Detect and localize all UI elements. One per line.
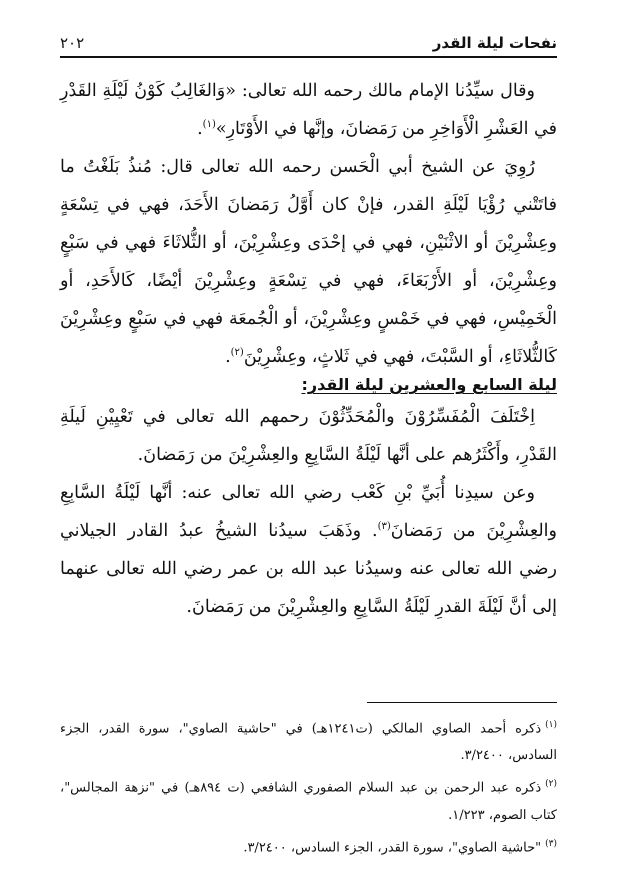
footnote-text: ذكره عبد الرحمن بن عبد السلام الصفوري الشافعي (ت ٨٩٤هـ) في "نزهة المجالس"، كتاب الصوم، ١/٢٢٣.	[60, 780, 557, 823]
footnote-number: (٣)	[545, 838, 557, 849]
footnotes	[60, 712, 557, 863]
footnote-divider	[367, 702, 557, 703]
page-header	[60, 22, 557, 58]
footnote-number: (٢)	[545, 779, 557, 790]
footnote-text: ذكره أحمد الصاوي المالكي (ت١٢٤١هـ) في "حاشية الصاوي"، سورة القدر، الجزء السادس، ٣/٢٤٠٠.	[60, 721, 557, 764]
paragraph-abi-alhasan	[60, 148, 557, 376]
footnote-ref: (٢)	[230, 347, 244, 359]
paragraph-end: .	[197, 119, 203, 139]
footnote-item	[60, 771, 557, 828]
footnote-item	[60, 831, 557, 861]
footnote-item	[60, 712, 557, 769]
paragraph-ikhtalafa: اِخْتَلَفَ الْمُفَسِّرُوْنَ والْمُحَدِّثُوْنَ رحمهم الله تعالى في تَعْيِيْنِ لَيلَةِ القَدْرِ، وأَكْثَرُهم على أنَّها لَيْلَةُ السَّابِعِ والعِشْرِيْنَ من رَمَضانَ.	[60, 407, 557, 465]
paragraph-imam-malik	[60, 72, 557, 148]
paragraph-ubayy	[60, 474, 557, 626]
paragraph-text: رُوِيَ عن الشيخ أبي الْحَسن رحمه الله تعالى قال: مُنذُ بَلَغْتُ ما فاتَتْني رُؤْيَا لَيْلَةِ القدر، فإنْ كان أَوَّلُ رَمَضانَ الأَحَدَ، فهي في تِسْعَةٍ وعِشْرِيْنَ أو الاثْنَيْنِ، فهي في إحْدَى وعِشْرِيْنَ، أو الثُّلاثَاءَ فهي في سَبْعٍ وعِشْرِيْنَ، أو الأَرْبَعَاءَ، فهي في تِسْعَةٍ وعِشْرِيْنَ أيْضًا، كَالأَحَدِ، أو الْخَمِيْسِ، فهي في خَمْسٍ وعِشْرِيْنَ، أو الْجُمعَة فهي في سَبْعٍ وعِشْرِيْنَ كَالثُّلاثَاءِ، أو السَّبْتَ، فهي في ثَلاثٍ، وعِشْرِيْنَ	[60, 157, 557, 367]
footnote-text: "حاشية الصاوي"، سورة القدر، الجزء السادس، ٣/٢٤٠٠.	[243, 839, 542, 855]
paragraph-text-continued: . وذَهَبَ سيدُنا الشيخُ عبدُ القادر الجيلاني رضي الله تعالى عنه وسيدُنا عبد الله بن عمر رضي الله تعالى عنهما إلى أنَّ لَيْلَةَ القدرِ لَيْلَةُ السَّابِعِ والعِشْرِيْنَ من رَمَضانَ.	[60, 521, 557, 617]
page-number: ٢٠٢	[60, 34, 85, 52]
footnote-ref: (٣)	[377, 521, 391, 533]
footnote-number: (١)	[545, 720, 558, 730]
running-title: نفحات ليلة القدر	[432, 34, 557, 52]
body-text	[60, 72, 557, 626]
paragraph-text: وقال سيِّدُنا الإمام مالك رحمه الله تعالى: «وَالغَالِبُ كَوْنُ لَيْلَةِ القَدْرِ في العَشْرِ الْأَوَاخِرِ من رَمَضانَ، وإنَّها في الأَوْتَارِ»	[60, 81, 557, 139]
paragraph-text: وعن سيدِنا أُبَيِّ بْنِ كَعْب رضي الله تعالى عنه: أنَّها لَيْلَةُ السَّابِعِ والعِشْرِيْنَ من رَمَضانَ	[60, 483, 557, 541]
paragraph-end: .	[225, 347, 231, 367]
section-heading: ليلة السابع والعشرين ليلة القدر:	[301, 375, 557, 394]
footnote-ref: (١)	[202, 119, 216, 131]
